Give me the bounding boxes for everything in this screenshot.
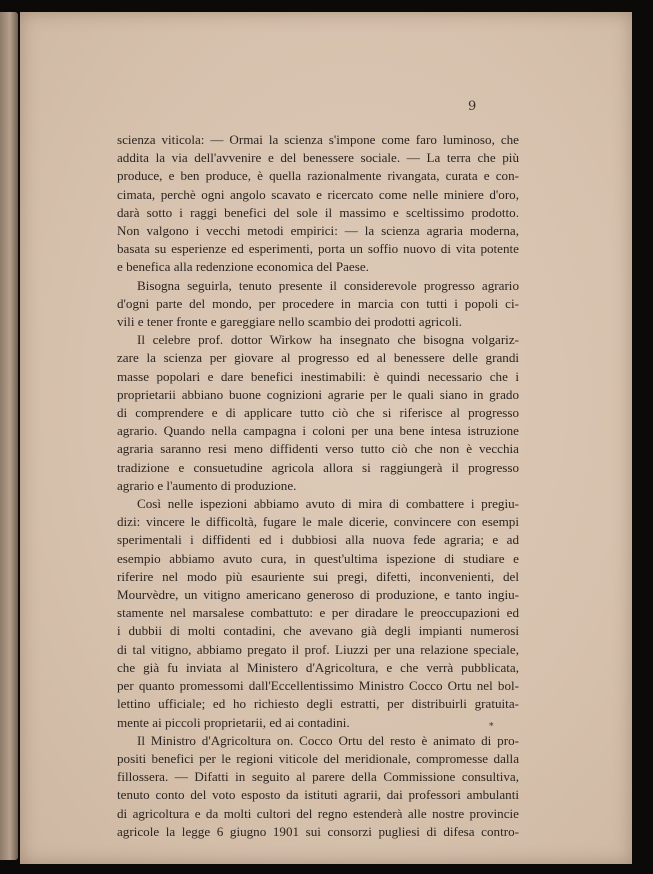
text-line: e benefica alla redenzione economica del Paese. [117, 259, 369, 275]
text-line: Così nelle ispezioni abbiamo avuto di mira di combattere i pregiu- [137, 496, 519, 512]
text-line: riferire nel modo più esauriente sui pregi, difetti, inconvenienti, del [117, 568, 519, 584]
footer-mark: * [489, 722, 494, 732]
text-line: Bisogna seguirla, tenuto presente il considerevole progresso agrario [137, 277, 519, 293]
text-line: zare la scienza per giovare al progresso ed al benessere delle grandi [117, 350, 519, 366]
text-line: lettino ufficiale; ed ho richiesto degli estratti, per distribuirli gratuita- [117, 696, 519, 712]
text-line: d'ogni parte del mondo, per procedere in marcia con tutti i popoli ci- [117, 295, 519, 311]
previous-page-edge [0, 12, 18, 860]
text-line: tenuto conto del voto esposto da istituti agrarii, dai professori ambulanti [117, 787, 519, 803]
text-line: Non valgono i vecchi metodi empirici: — la scienza agraria moderna, [117, 223, 519, 239]
text-line: mente ai piccoli proprietarii, ed ai contadini. [117, 714, 350, 730]
text-line: agrario. Quando nella campagna i coloni per una bene intesa istruzione [117, 423, 519, 439]
text-line: proprietarii abbiano buone cognizioni agrarie per le quali siano in grado [117, 386, 519, 402]
text-line: scienza viticola: — Ormai la scienza s'impone come faro luminoso, che [117, 132, 519, 147]
text-line: Mourvèdre, un vitigno americano generoso di produzione, e tanto ingiu- [117, 587, 519, 603]
text-line: agraria saranno resi meno diffidenti verso tutto ciò che non è vecchia [117, 441, 519, 457]
text-line: Il Ministro d'Agricoltura on. Cocco Ortu del resto è animato di pro- [137, 732, 519, 748]
text-line: agrario e l'aumento di produzione. [117, 477, 297, 493]
body-text [117, 131, 519, 841]
text-line: darà sotto i raggi benefici del sole il massimo e sceltissimo prodotto. [117, 204, 519, 220]
text-line: basata su esperienze ed esperimenti, porta un soffio nuovo di vita potente [117, 241, 519, 257]
text-line: Il celebre prof. dottor Wirkow ha insegnato che bisogna volgariz- [137, 332, 519, 348]
book-page [20, 12, 632, 864]
text-line: sperimentali i diffidenti ed i dubbiosi alla nuova fede agraria; e ad [117, 532, 519, 548]
text-line: esempio abbiamo avuto cura, in quest'ultima ispezione di studiare e [117, 550, 519, 566]
text-line: di agricoltura e da molti cultori del regno estenderà alle nostre provincie [117, 805, 519, 821]
text-line: per quanto promessomi dall'Eccellentissimo Ministro Cocco Ortu nel bol- [117, 678, 519, 694]
text-line: i dubbii di molti contadini, che avevano già degli impianti numerosi [117, 623, 519, 639]
text-line: di tal vitigno, abbiamo pregato il prof. Liuzzi per una relazione speciale, [117, 641, 519, 657]
text-line: masse popolari e dare benefici inestimabili: è quindi necessario che i [117, 368, 519, 384]
text-line: cimata, perchè ogni angolo scavato e ricercato come nelle miniere d'oro, [117, 186, 519, 202]
text-line: stamente nel marsalese combattuto: e per diradare le preoccupazioni ed [117, 605, 519, 621]
text-line: dizi: vincere le difficoltà, fugare le male dicerie, convincere con esempi [117, 514, 519, 530]
page-number: 9 [468, 99, 477, 114]
text-line: che già fu inviata al Ministero d'Agricoltura, e che verrà pubblicata, [117, 659, 519, 675]
text-line: positi benefici per le regioni viticole del meridionale, compromesse dalla [117, 750, 519, 766]
text-line: tradizione e consuetudine agricola allora si raggiungerà il progresso [117, 459, 519, 475]
text-line: addita la via dell'avvenire e del benessere sociale. — La terra che più [117, 150, 519, 166]
text-line: agricole la legge 6 giugno 1901 sui consorzi pugliesi di difesa contro- [117, 823, 519, 839]
text-line: di comprendere e di applicare tutto ciò che si riferisce al progresso [117, 405, 519, 421]
text-line: produce, e ben produce, è quella razionalmente rivangata, curata e con- [117, 168, 519, 184]
text-line: fillossera. — Difatti in seguito al parere della Commissione consultiva, [117, 769, 519, 785]
text-line: vili e tener fronte e gareggiare nello scambio dei prodotti agricoli. [117, 314, 463, 330]
